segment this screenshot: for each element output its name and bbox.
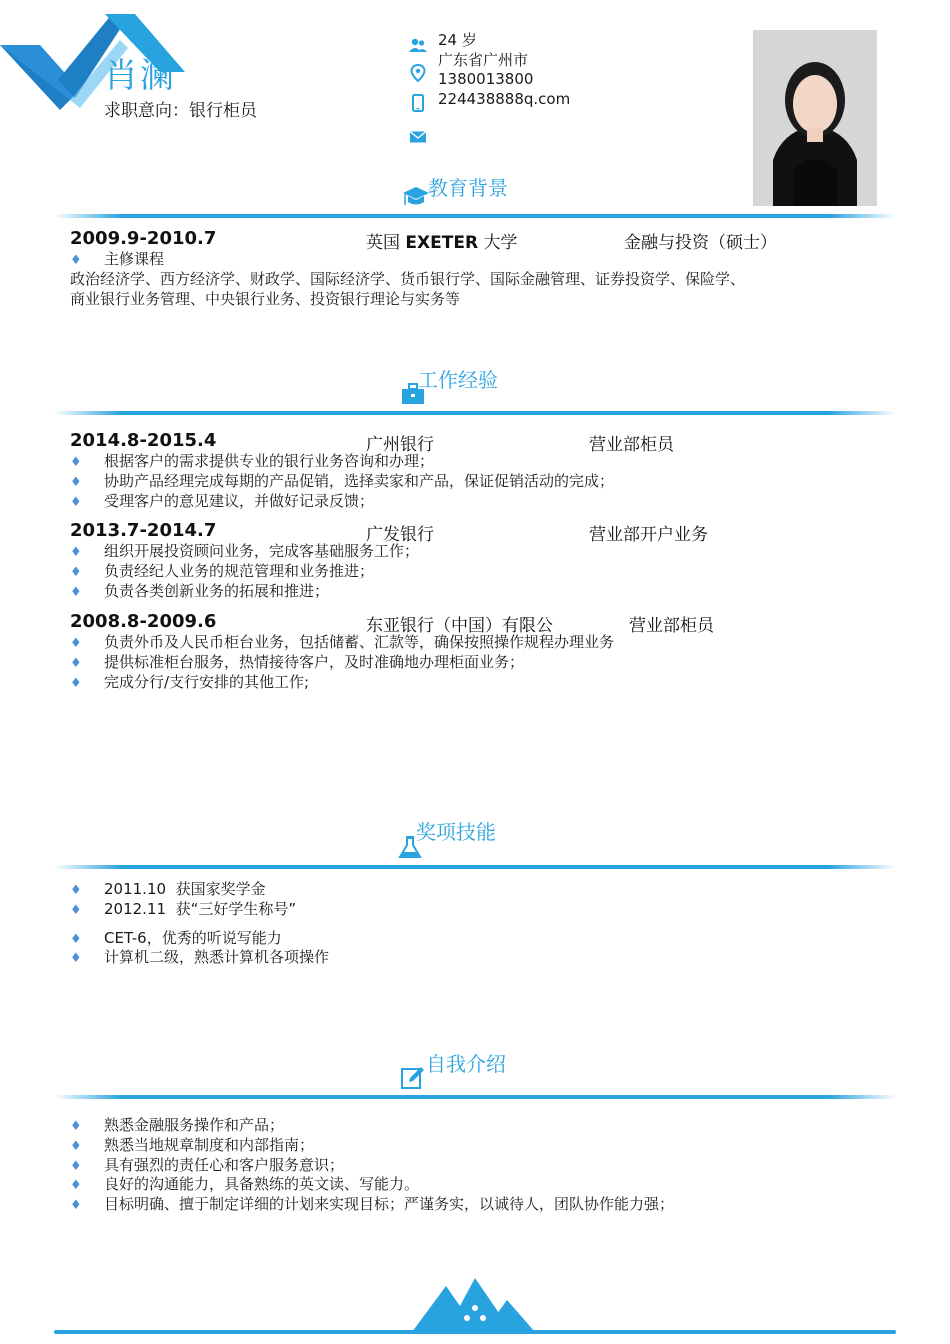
bullet-icon: ♦ bbox=[70, 1119, 82, 1134]
job-intent: 求职意向：银行柜员 bbox=[104, 101, 257, 121]
age-text: 24 岁 bbox=[438, 31, 477, 49]
list-item: ♦ 负责经纪人业务的规范管理和业务推进； bbox=[70, 561, 374, 583]
phone-icon bbox=[409, 94, 427, 112]
list-item: ♦ 良好的沟通能力，具备熟练的英文读、写能力。 bbox=[70, 1174, 419, 1196]
bullet-icon: ♦ bbox=[70, 883, 82, 898]
courses-line-1: 政治经济学、西方经济学、财政学、国际经济学、货币银行学、国际金融管理、证券投资学、保险学、 bbox=[70, 270, 746, 288]
education-rule bbox=[54, 214, 896, 218]
email-text: 224438888q.com bbox=[438, 90, 571, 108]
list-item: ♦ 具有强烈的责任心和客户服务意识； bbox=[70, 1155, 344, 1177]
list-item: ♦ 熟悉当地规章制度和内部指南； bbox=[70, 1135, 314, 1157]
list-item: ♦ 2011.10 获国家奖学金 bbox=[70, 879, 266, 901]
list-item: ♦ 根据客户的需求提供专业的银行业务咨询和办理； bbox=[70, 451, 434, 473]
user-icon bbox=[409, 37, 427, 55]
education-major: 金融与投资（硕士） bbox=[624, 233, 777, 253]
education-title: 教育背景 bbox=[428, 176, 508, 200]
bullet-icon: ♦ bbox=[70, 656, 82, 671]
bullet-icon: ♦ bbox=[70, 932, 82, 947]
list-item: ♦ 受理客户的意见建议，并做好记录反馈； bbox=[70, 491, 374, 513]
job-period: 2013.7-2014.7 bbox=[70, 520, 217, 541]
bullet-icon: ♦ bbox=[70, 903, 82, 918]
job-role: 营业部柜员 bbox=[589, 435, 674, 455]
list-item: ♦ CET-6，优秀的听说写能力 bbox=[70, 928, 282, 950]
bullet-icon: ♦ bbox=[70, 1198, 82, 1213]
self-intro-rule bbox=[54, 1095, 896, 1099]
job-company: 广发银行 bbox=[366, 525, 434, 545]
job-company: 东亚银行（中国）有限公 bbox=[366, 616, 553, 636]
bullet-icon: ♦ bbox=[70, 636, 82, 651]
self-intro-title: 自我介绍 bbox=[426, 1052, 506, 1076]
profile-photo bbox=[753, 30, 877, 206]
job-role: 营业部开户业务 bbox=[589, 525, 708, 545]
list-item: ♦ 负责各类创新业务的拓展和推进； bbox=[70, 581, 329, 603]
bullet-icon: ♦ bbox=[70, 565, 82, 580]
bullet-icon: ♦ bbox=[70, 475, 82, 490]
list-item: ♦ 提供标准柜台服务，热情接待客户，及时准确地办理柜面业务； bbox=[70, 652, 524, 674]
job-period: 2014.8-2015.4 bbox=[70, 430, 217, 451]
courses-label-item: ♦ 主修课程 bbox=[70, 249, 164, 271]
job-company: 广州银行 bbox=[366, 435, 434, 455]
work-rule bbox=[54, 411, 896, 415]
job-period: 2008.8-2009.6 bbox=[70, 611, 217, 632]
footer-mountain-decoration bbox=[0, 1270, 950, 1344]
list-item: ♦ 目标明确、擅于制定详细的计划来实现目标；严谨务实，以诚待人，团队协作能力强； bbox=[70, 1194, 674, 1216]
list-item: ♦ 计算机二级，熟悉计算机各项操作 bbox=[70, 947, 329, 969]
bullet-icon: ♦ bbox=[70, 1139, 82, 1154]
bullet-icon: ♦ bbox=[70, 253, 82, 268]
phone-text: 1380013800 bbox=[438, 70, 534, 88]
bullet-icon: ♦ bbox=[70, 951, 82, 966]
list-item: ♦ 负责外币及人民币柜台业务，包括储蓄、汇款等，确保按照操作规程办理业务 bbox=[70, 632, 614, 654]
bullet-icon: ♦ bbox=[70, 545, 82, 560]
bullet-icon: ♦ bbox=[70, 455, 82, 470]
job-role: 营业部柜员 bbox=[629, 616, 714, 636]
location-text: 广东省广州市 bbox=[438, 51, 529, 69]
graduation-cap-icon bbox=[401, 185, 431, 209]
awards-rule bbox=[54, 865, 896, 869]
list-item: ♦ 完成分行/支行安排的其他工作; bbox=[70, 672, 309, 694]
list-item: ♦ 2012.11 获“三好学生称号” bbox=[70, 899, 296, 921]
education-school: 英国 EXETER 大学 bbox=[366, 233, 518, 253]
candidate-name: 肖澜 bbox=[104, 56, 176, 96]
bullet-icon: ♦ bbox=[70, 585, 82, 600]
work-title: 工作经验 bbox=[418, 368, 498, 392]
email-icon bbox=[409, 128, 427, 146]
bullet-icon: ♦ bbox=[70, 1159, 82, 1174]
location-pin-icon bbox=[409, 64, 427, 82]
list-item: ♦ 熟悉金融服务操作和产品； bbox=[70, 1115, 284, 1137]
bullet-icon: ♦ bbox=[70, 1178, 82, 1193]
bullet-icon: ♦ bbox=[70, 495, 82, 510]
courses-line-2: 商业银行业务管理、中央银行业务、投资银行理论与实务等 bbox=[70, 290, 461, 308]
awards-title: 奖项技能 bbox=[416, 820, 496, 844]
bullet-icon: ♦ bbox=[70, 676, 82, 691]
education-period: 2009.9-2010.7 bbox=[70, 228, 217, 249]
list-item: ♦ 协助产品经理完成每期的产品促销，选择卖家和产品，保证促销活动的完成； bbox=[70, 471, 614, 493]
list-item: ♦ 组织开展投资顾问业务，完成客基础服务工作； bbox=[70, 541, 419, 563]
edit-icon bbox=[401, 1066, 425, 1090]
